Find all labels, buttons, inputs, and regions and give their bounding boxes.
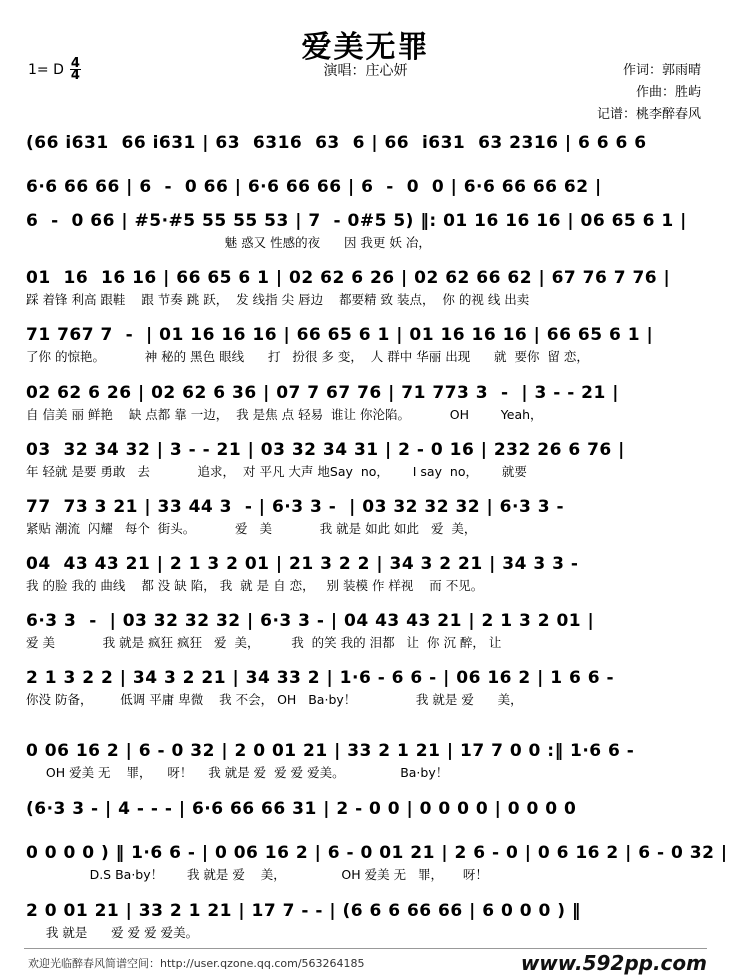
staff-row [26, 796, 706, 840]
staff-row [26, 665, 706, 709]
staff-row [26, 551, 706, 595]
staff-row [26, 738, 706, 782]
notation-line: 77 73 3 21 | 33 44 3 - | 6·3 3 - | 03 32 32 32 | 6·3 3 - [26, 497, 565, 517]
staff-row [26, 380, 706, 424]
lyricist-line: 作词：郭雨晴 [622, 63, 701, 78]
lyric-line: 年 轻就 是要 勇敢 去 追求， 对 平凡 大声 地Say no， I say no， 就要 [26, 464, 527, 479]
lyric-line: 魅 惑又 性感的夜 因 我更 妖 冶， [26, 235, 431, 250]
notation-line: 6 - 0 66 | #5·#5 55 55 53 | 7 - 0#5 5) ‖: 01 16 16 16 | 06 65 6 1 | [26, 211, 687, 231]
lyric-line: OH 爱美 无 罪， 呀！ 我 就是 爱 爱 爱 爱美。 Ba·by！ [26, 765, 449, 780]
staff-row [26, 898, 706, 942]
staff-row [26, 608, 706, 652]
notation-line: 6·3 3 - | 03 32 32 32 | 6·3 3 - | 04 43 43 21 | 2 1 3 2 01 | [26, 611, 595, 631]
footer-site-logo: www.592pp.com [520, 951, 707, 975]
lyric-line [26, 156, 706, 174]
notation-line: 01 16 16 16 | 66 65 6 1 | 02 62 6 26 | 02 62 66 62 | 67 76 7 76 | [26, 268, 671, 288]
notation-line: 0 0 0 0 ) ‖ 1·6 6 - | 0 06 16 2 | 6 - 0 01 21 | 2 6 - 0 | 0 6 16 2 | 6 - 0 32 | [26, 843, 728, 863]
singer-line: 演唱：庄心妍 [323, 63, 408, 79]
key-signature [28, 58, 81, 81]
notation-line: 6·6 66 66 | 6 - 0 66 | 6·6 66 66 | 6 - 0 0 | 6·6 66 66 62 | [26, 177, 602, 197]
lyric-line: 爱 美 我 就是 疯狂 疯狂 爱 美， 我 的笑 我的 泪都 让 你 沉 醉， 让 [26, 635, 502, 650]
staff-row [26, 322, 706, 366]
meter-numerator: 4 [70, 56, 80, 71]
footer-credit-link: 欢迎光临醉春风简谱空间：http://user.qzone.qq.com/563264185 [28, 957, 365, 970]
staff-row [26, 437, 706, 481]
staff-row [26, 840, 728, 884]
lyric-line: 你没 防备， 低调 平庸 卑微 我 不会， OH Ba·by！ 我 就是 爱 美， [26, 692, 523, 707]
credits-block [597, 60, 701, 126]
notation-line: 2 1 3 2 2 | 34 3 2 21 | 34 33 2 | 1·6 - 6 6 - | 06 16 2 | 1 6 6 - [26, 668, 615, 688]
meter-denominator: 4 [70, 68, 80, 83]
notation-line: 03 32 34 32 | 3 - - 21 | 03 32 34 31 | 2 - 0 16 | 232 26 6 76 | [26, 440, 625, 460]
lyric-line: 自 信美 丽 鲜艳 缺 点都 靠 一边， 我 是焦 点 轻易 谁让 你沦陷。 OH Yeah， [26, 407, 543, 422]
notation-line: 0 06 16 2 | 6 - 0 32 | 2 0 01 21 | 33 2 1 21 | 17 7 0 0 :‖ 1·6 6 - [26, 741, 635, 761]
staff-row [26, 130, 706, 174]
footer-divider [24, 948, 707, 949]
notation-line: (6·3 3 - | 4 - - - | 6·6 66 66 31 | 2 - 0 0 | 0 0 0 0 | 0 0 0 0 [26, 799, 577, 819]
composer-line: 作曲：胜屿 [635, 85, 701, 100]
lyric-line: 我 的脸 我的 曲线 都 没 缺 陷， 我 就 是 自 恋， 别 装模 作 样视 而 不见。 [26, 578, 484, 593]
key-label: 1= D [28, 61, 64, 78]
lyric-line: 我 就是 爱 爱 爱 爱美。 [26, 925, 199, 940]
notation-line: 2 0 01 21 | 33 2 1 21 | 17 7 - - | (6 6 6 66 66 | 6 0 0 0 ) ‖ [26, 901, 581, 921]
song-title: 爱美无罪 [301, 30, 430, 65]
notation-line: (66 i631 66 i631 | 63 6316 63 6 | 66 i631 63 2316 | 6 6 6 6 [26, 133, 647, 153]
notation-line: 02 62 6 26 | 02 62 6 36 | 07 7 67 76 | 71 773 3 - | 3 - - 21 | [26, 383, 619, 403]
transcriber-line: 记谱：桃李醉春风 [596, 107, 701, 122]
lyric-line: 紧贴 潮流 闪耀 每个 街头。 爱 美 我 就是 如此 如此 爱 美， [26, 521, 477, 536]
lyric-line: D.S Ba·by！ 我 就是 爱 美， OH 爱美 无 罪， 呀！ [26, 867, 488, 882]
time-signature [70, 58, 81, 81]
lyric-line [26, 822, 706, 840]
lyric-line: 了你 的惊艳。 神 秘的 黑色 眼线 打 扮很 多 变， 人 群中 华丽 出现 就 要你 留 恋， [26, 349, 589, 364]
notation-line: 04 43 43 21 | 2 1 3 2 01 | 21 3 2 2 | 34 3 2 21 | 34 3 3 - [26, 554, 579, 574]
staff-row [26, 208, 706, 252]
lyric-line: 踩 着锋 利高 跟鞋 跟 节奏 跳 跃， 发 线指 尖 唇边 都要精 致 装点， 你 的视 线 出卖 [26, 292, 530, 307]
notation-line: 71 767 7 - | 01 16 16 16 | 66 65 6 1 | 01 16 16 16 | 66 65 6 1 | [26, 325, 654, 345]
staff-row [26, 265, 706, 309]
staff-row [26, 494, 706, 538]
